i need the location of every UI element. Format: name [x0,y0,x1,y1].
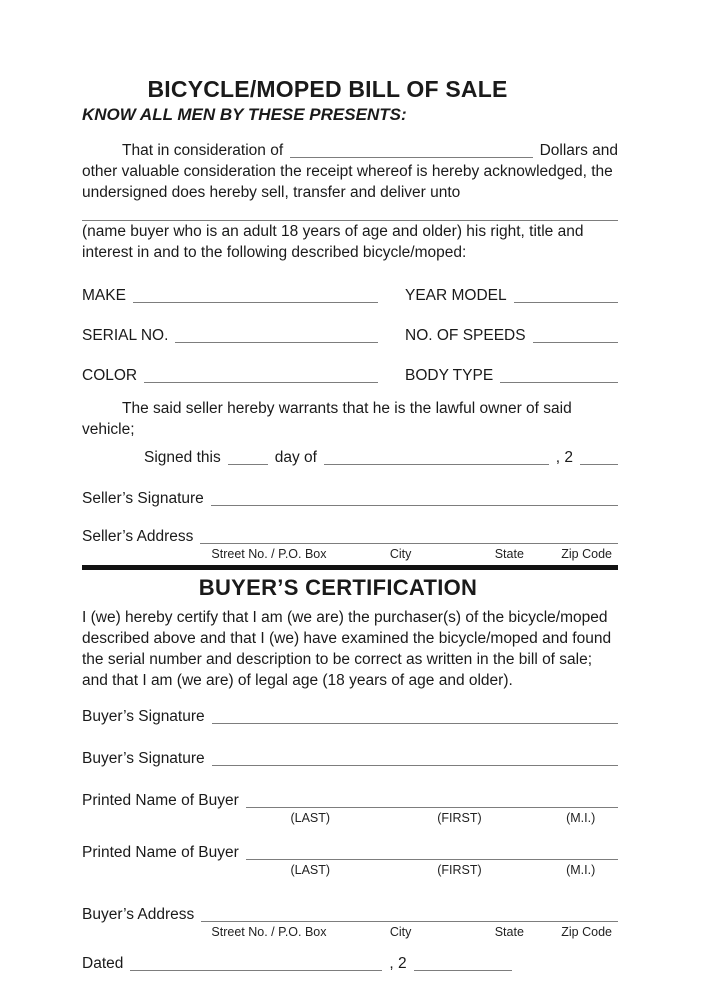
consideration-row [82,140,618,161]
buyer-name-field[interactable] [82,203,618,221]
buyer-certification-heading: BUYER’S CERTIFICATION [198,575,478,600]
state-sublabel: State [494,925,524,939]
seller-address-field[interactable] [200,543,618,544]
color-body-row [82,366,618,386]
body-type-label: BODY TYPE [405,367,494,384]
make-field[interactable] [133,302,378,303]
buyer-address-field[interactable] [201,921,618,922]
document-title: BICYCLE/MOPED BILL OF SALE [147,76,508,102]
dated-year-field[interactable] [414,970,512,971]
dated-row [82,954,618,974]
last-sublabel: (LAST) [290,811,331,825]
zip-sublabel: Zip Code [561,925,612,939]
city-sublabel: City [389,547,412,561]
zip-sublabel: Zip Code [561,547,612,561]
consideration-rest-text: other valuable consideration the receipt whereof is hereby acknowledged, the undersigned does hereby sell, transfer and deliver unto [82,163,613,201]
street-sublabel: Street No. / P.O. Box [211,925,327,939]
consideration-lead-text: That in consideration of [122,142,284,159]
buyer-signature-field-1[interactable] [212,723,618,724]
buyer-address-row [82,905,618,925]
buyer-signature-row-2 [82,749,618,769]
seller-address-row [82,527,618,547]
year-model-field[interactable] [514,302,618,303]
signed-this-label: Signed this [144,449,221,466]
section-divider [82,565,618,570]
printed-name-field-1[interactable] [246,807,618,808]
certification-text: I (we) hereby certify that I am (we are) the purchaser(s) of the bicycle/moped described above and that I (we) have examined the bicycle/moped and found the serial number and description to be correct as written in the bill of sale; and that I am (we are) of legal age (18 years of age and older). [82,609,612,689]
dated-year-prefix: , 2 [389,955,407,972]
buyer-signature-field-2[interactable] [212,765,618,766]
printed-name-sublabels-1 [245,811,618,825]
serial-no-label: SERIAL NO. [82,327,169,344]
signed-year-field[interactable] [580,464,618,465]
signed-date-row [144,448,618,468]
no-of-speeds-field[interactable] [533,342,618,343]
last-sublabel: (LAST) [290,863,331,877]
buyer-signature-label-1: Buyer’s Signature [82,708,205,725]
signed-year-prefix: , 2 [555,449,573,466]
color-field[interactable] [144,382,378,383]
mi-sublabel: (M.I.) [566,811,596,825]
printed-name-label-2: Printed Name of Buyer [82,844,239,861]
first-sublabel: (FIRST) [437,811,482,825]
make-label: MAKE [82,287,126,304]
buyer-address-label: Buyer’s Address [82,906,195,923]
city-sublabel: City [389,925,412,939]
consideration-tail-text: Dollars and [539,142,618,159]
seller-signature-row [82,489,618,509]
make-year-row [82,286,618,306]
seller-address-sublabels [200,547,618,561]
year-model-label: YEAR MODEL [405,287,507,304]
consideration-amount-field[interactable] [290,157,532,158]
state-sublabel: State [494,547,524,561]
dated-label: Dated [82,955,124,972]
serial-no-field[interactable] [175,342,378,343]
seller-address-label: Seller’s Address [82,528,194,545]
color-label: COLOR [82,367,138,384]
signed-day-field[interactable] [228,464,268,465]
buyer-address-sublabels [200,925,618,939]
warranty-text: The said seller hereby warrants that he is the lawful owner of said vehicle; [82,400,572,438]
seller-signature-label: Seller’s Signature [82,490,204,507]
printed-name-sublabels-2 [245,863,618,877]
printed-name-label-1: Printed Name of Buyer [82,792,239,809]
buyer-name-note: (name buyer who is an adult 18 years of age and older) his right, title and interest in and to the following described bicycle/moped: [82,223,584,261]
no-of-speeds-label: NO. OF SPEEDS [405,327,526,344]
seller-signature-field[interactable] [211,505,618,506]
buyer-signature-label-2: Buyer’s Signature [82,750,205,767]
printed-name-row-1 [82,791,618,811]
printed-name-row-2 [82,843,618,863]
printed-name-field-2[interactable] [246,859,618,860]
document-subtitle: KNOW ALL MEN BY THESE PRESENTS: [82,105,407,124]
street-sublabel: Street No. / P.O. Box [211,547,327,561]
serial-speeds-row [82,326,618,346]
mi-sublabel: (M.I.) [566,863,596,877]
day-of-label: day of [274,449,317,466]
first-sublabel: (FIRST) [437,863,482,877]
buyer-signature-row-1 [82,707,618,727]
dated-field[interactable] [130,970,382,971]
body-type-field[interactable] [500,382,618,383]
signed-month-field[interactable] [324,464,549,465]
